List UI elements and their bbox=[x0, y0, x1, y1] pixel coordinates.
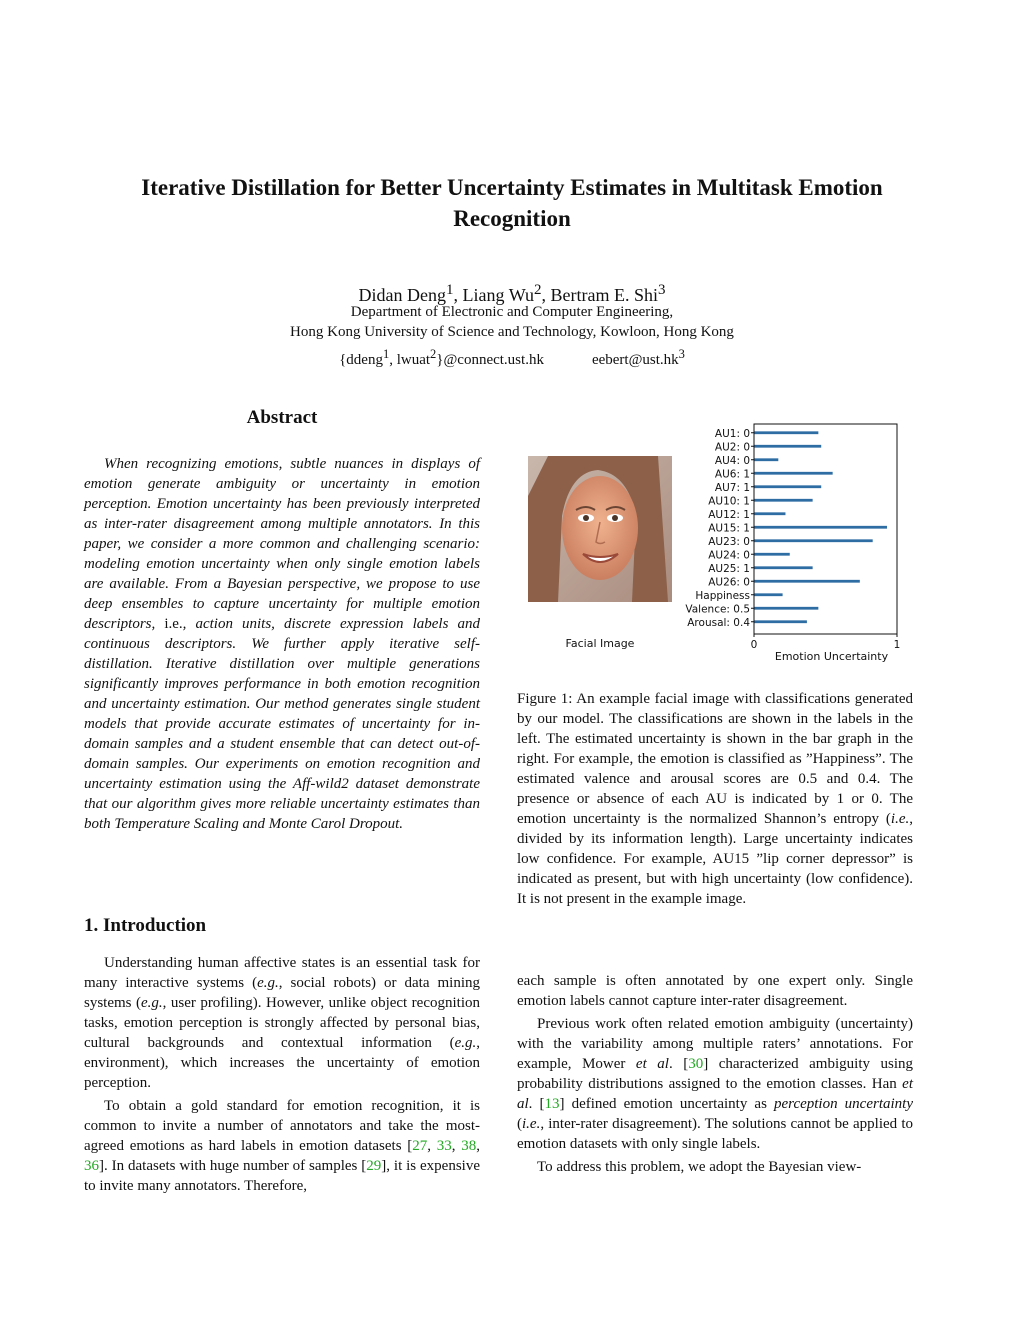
author-name: Didan Deng bbox=[358, 285, 447, 305]
email-marker: 1 bbox=[382, 347, 390, 361]
affiliation-line: Hong Kong University of Science and Technology, Kowloon, Hong Kong bbox=[290, 324, 734, 340]
bar bbox=[754, 458, 778, 461]
y-tick-label: AU26: 0 bbox=[708, 576, 750, 589]
citation-link[interactable]: 29 bbox=[366, 1158, 382, 1174]
author-name: Bertram E. Shi bbox=[550, 285, 658, 305]
y-tick-label: Valence: 0.5 bbox=[685, 603, 750, 616]
bar bbox=[754, 526, 887, 529]
x-axis-label: Emotion Uncertainty bbox=[774, 650, 889, 663]
affiliation bbox=[90, 302, 934, 342]
facial-image bbox=[528, 456, 672, 602]
bar bbox=[754, 580, 860, 583]
affiliation-line: Department of Electronic and Computer Engineering, bbox=[350, 304, 674, 320]
y-tick-label: Happiness bbox=[695, 589, 750, 602]
y-tick-label: AU1: 0 bbox=[714, 427, 750, 440]
bar bbox=[754, 566, 813, 569]
y-tick-label: AU6: 1 bbox=[714, 468, 750, 481]
y-tick-label: AU23: 0 bbox=[708, 535, 750, 548]
bar bbox=[754, 620, 807, 623]
bar bbox=[754, 499, 813, 502]
author-list: Didan Deng$^1$, Liang Wu$^2$, Bertram E. Shi$^3$ bbox=[358, 282, 666, 305]
author-affil-marker: 1 bbox=[446, 282, 454, 298]
abstract-text: i.e. bbox=[164, 616, 183, 632]
email-domain: }@connect.ust.hk bbox=[436, 352, 544, 368]
bar bbox=[754, 593, 783, 596]
citation-link[interactable]: 36 bbox=[84, 1158, 99, 1174]
y-tick-label: AU25: 1 bbox=[708, 562, 750, 575]
bar bbox=[754, 607, 818, 610]
y-tick-label: AU15: 1 bbox=[708, 522, 750, 535]
citation-link[interactable]: 30 bbox=[688, 1056, 704, 1072]
y-tick-label: AU7: 1 bbox=[714, 481, 750, 494]
citation-link[interactable]: 13 bbox=[544, 1096, 560, 1112]
email-user: lwuat bbox=[396, 352, 431, 368]
x-tick-label: 0 bbox=[750, 639, 758, 651]
email-address: eebert@ust.hk bbox=[591, 352, 679, 368]
email-marker: 2 bbox=[430, 347, 437, 361]
citation-link[interactable]: 33 bbox=[436, 1138, 452, 1154]
paragraph: To address this problem, we adopt the Bayesian view- bbox=[537, 1159, 862, 1175]
plot-frame bbox=[754, 424, 897, 634]
paper-title: Iterative Distillation for Better Uncertainty Estimates in Multitask Emotion Recognition bbox=[141, 175, 883, 231]
author-affil-marker: 3 bbox=[657, 282, 666, 298]
paragraph: each sample is often annotated by one expert only. Single emotion labels cannot capture inter-rater disagreement. bbox=[517, 973, 913, 1009]
y-tick-label: AU10: 1 bbox=[708, 495, 750, 508]
abstract-text: When recognizing emotions, subtle nuances in displays of emotion generate ambiguity or uncertainty in emotion perception. Emotion uncertainty has been previously interpreted as inter-rater disagreement among multiple annotators. In this paper, we consider a more common and challenging scenario: modeling emotion uncertainty when only single emotion labels are available. From a Bayesian perspective, we propose to use deep ensembles to capture uncertainty for multiple emotion descriptors, bbox=[84, 456, 480, 632]
section-heading: 1. Introduction bbox=[84, 915, 207, 936]
y-tick-label: AU4: 0 bbox=[714, 454, 750, 467]
x-tick-label: 1 bbox=[893, 639, 901, 651]
facial-image-label: Facial Image bbox=[565, 637, 635, 650]
author-affil-marker: 2 bbox=[533, 282, 542, 298]
y-tick-label: AU24: 0 bbox=[708, 549, 750, 562]
citation-link[interactable]: 38 bbox=[461, 1138, 477, 1154]
introduction-body-continued bbox=[517, 971, 913, 1180]
y-tick-label: Arousal: 0.4 bbox=[687, 616, 750, 629]
author-name: Liang Wu bbox=[462, 285, 534, 305]
email-separator: , bbox=[389, 352, 397, 368]
bar bbox=[754, 539, 873, 542]
bar bbox=[754, 431, 818, 434]
bar bbox=[754, 512, 785, 515]
bar bbox=[754, 485, 821, 488]
abstract-body bbox=[84, 454, 480, 834]
abstract-text: , action units, discrete expression labels and continuous descriptors. We further apply iterative self-distillation. Iterative distillation over multiple generations significantly improves performance in both emotion recognition and uncertainty estimation. Our method generates single student models that provide accurate estimates of uncertainty for in-domain samples and a student ensemble that can detect out-of-domain samples. Our experiments on emotion recognition and uncertainty estimation using the Aff-wild2 dataset demonstrate that our algorithm gives more reliable uncertainty estimates than both Temperature Scaling and Monte Carol Dropout. bbox=[84, 616, 480, 832]
paragraph: Previous work often related emotion ambiguity (uncertainty) with the variability among multiple raters’ annotations. For example, Mower et al. [30] characterized ambiguity using probability distributions assigned to the emotion classes. Han et al. [13] defined emotion uncertainty as perception uncertainty (i.e., inter-rater disagreement). The solutions cannot be applied to emotion datasets with only single labels. bbox=[517, 1016, 914, 1152]
author-emails bbox=[90, 344, 934, 370]
bar bbox=[754, 553, 790, 556]
email-user: ddeng bbox=[346, 352, 383, 368]
bar bbox=[754, 472, 833, 475]
email-marker: 3 bbox=[678, 347, 685, 361]
introduction-body bbox=[84, 953, 480, 1199]
abstract-heading: Abstract bbox=[246, 407, 318, 428]
paragraph: Understanding human affective states is an essential task for many interactive systems (e.g., social robots) or data mining systems (e.g., user profiling). However, unlike object recognition tasks, emotion perception is strongly affected by personal bias, cultural backgrounds and contextual information (e.g., environment), which increases the uncertainty of emotion perception. bbox=[84, 955, 481, 1091]
uncertainty-bar-chart bbox=[676, 418, 912, 664]
bar bbox=[754, 445, 821, 448]
figure-caption: Figure 1: An example facial image with classifications generated by our model. The classifications are shown in the labels in the left. The estimated uncertainty is shown in the bar graph in the right. For example, the emotion is classified as ”Happiness”. The estimated valence and arousal scores are 0.5 and 0.4. The presence or absence of each AU is indicated by 1 or 0. The emotion uncertainty is the normalized Shannon’s entropy (i.e., divided by its information length). Large uncertainty indicates low confidence. For example, AU15 ”lip corner depressor” is indicated as present, but with high uncertainty (low confidence). It is not present in the example image. bbox=[517, 691, 913, 907]
y-tick-label: AU2: 0 bbox=[714, 441, 750, 454]
citation-link[interactable]: 27 bbox=[412, 1138, 428, 1154]
y-tick-label: AU12: 1 bbox=[708, 508, 750, 521]
paragraph: To obtain a gold standard for emotion recognition, it is common to invite a number of annotators and take the most-agreed emotions as hard labels in emotion datasets [27, 33, 38, 36]. In datasets with huge number of samples [29], it is expensive to invite many annotators. Therefore, bbox=[84, 1098, 480, 1194]
email-brace: { bbox=[339, 352, 347, 368]
